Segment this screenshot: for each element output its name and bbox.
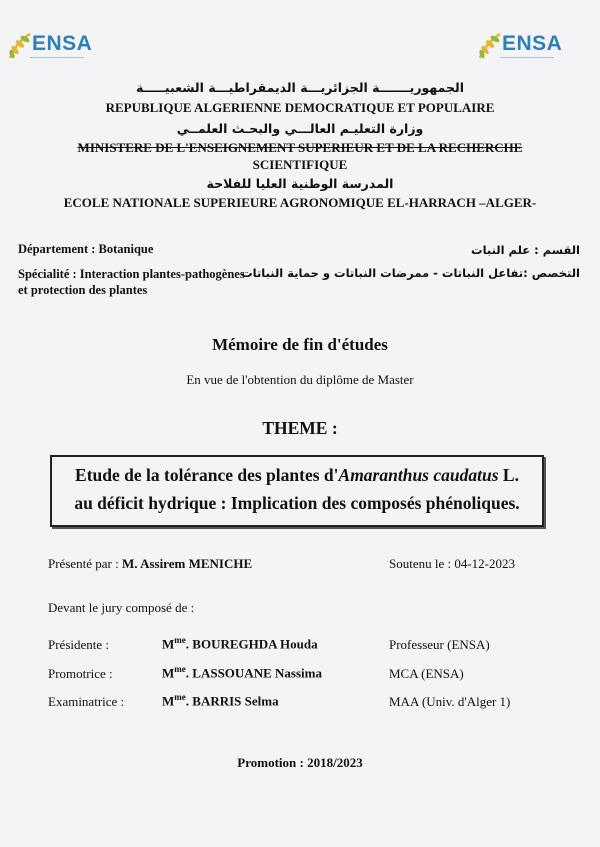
department-arabic: القسم : علم النبات [471,243,580,257]
republic-french: REPUBLIQUE ALGERIENNE DEMOCRATIQUE ET POPULAIRE [105,100,495,115]
republic-arabic: الجمهوريـــــــة الجزائريـــة الديمقراطيـــة الشعبيـــــة [135,80,464,95]
promotion: Promotion : 2018/2023 [237,755,363,770]
theme-label: THEME : [262,418,338,438]
logo-text: ENSA [502,32,563,55]
logo-underline [30,57,84,58]
jury-role: Examinatrice : [48,694,125,709]
ministry-arabic: وزارة التعليـم العالـــي والبحـث العلمــي [176,121,424,136]
school-arabic: المدرسة الوطنية العليا للفلاحة [206,176,394,191]
logo-underline [500,57,554,58]
jury-position: Professeur (ENSA) [389,637,490,652]
ensa-logo-left [6,28,93,64]
jury-intro: Devant le jury composé de : [48,600,195,615]
ministry-french-line2: SCIENTIFIQUE [252,157,348,172]
presenter [48,556,252,572]
theme-title-line1 [52,465,542,486]
species-name: Amaranthus caudatus [338,465,499,485]
jury-role: Promotrice : [48,666,113,681]
presenter-label: Présenté par : [48,556,123,571]
jury-position: MAA (Univ. d'Alger 1) [389,694,511,709]
jury-role: Présidente : [48,637,110,652]
memoir-title: Mémoire de fin d'études [212,335,388,354]
theme-text: L. [498,465,519,485]
presenter-name: M. Assirem MENICHE [122,556,253,571]
jury-member-name: $M^{me}$. BOUREGHDA Houda [162,635,318,652]
school-french: ECOLE NATIONALE SUPERIEURE AGRONOMIQUE EL-HARRACH –ALGER- [63,195,537,210]
speciality-french-line2: et protection des plantes [18,283,148,297]
theme-box [50,455,544,527]
speciality-arabic: التخصص :تفاعل النباتات - ممرضات النباتات و حماية النباتات [241,266,580,280]
jury-member-name: $M^{me}$. LASSOUANE Nassima [162,664,322,681]
defense-date: Soutenu le : 04-12-2023 [389,556,516,571]
jury-member-name: $M^{me}$. BARRIS Selma [162,692,279,709]
memoir-subtitle: En vue de l'obtention du diplôme de Master [186,372,414,387]
theme-text: Etude de la tolérance des plantes d' [75,465,339,485]
logo-text: ENSA [32,32,93,55]
ensa-logo-right [476,28,563,64]
ministry-french-line1: MINISTERE DE L'ENSEIGNEMENT SUPERIEUR ET DE LA RECHERCHE [77,140,523,155]
speciality-french-line1: Spécialité : Interaction plantes-pathogènes [18,267,245,281]
theme-title-line2: au déficit hydrique : Implication des composés phénoliques. [74,493,520,513]
jury-position: MCA (ENSA) [389,666,464,681]
department-french: Département : Botanique [18,242,154,256]
